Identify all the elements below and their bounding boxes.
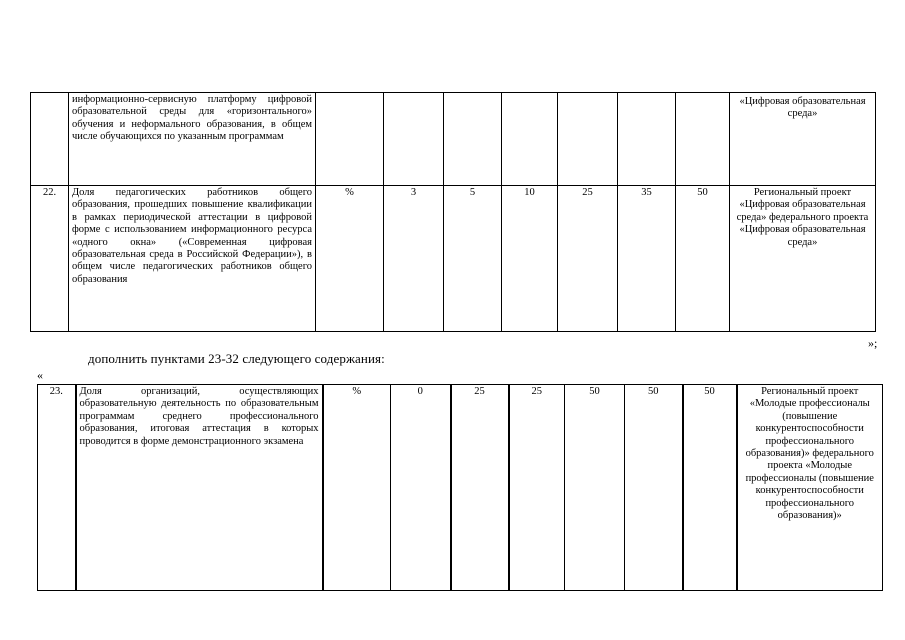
table-row <box>38 385 883 591</box>
project-cell: Региональный проект «Цифровая образовательная среда» федерального проекта «Цифровая образовательная среда» <box>730 186 876 332</box>
row-number: 22. <box>31 186 69 332</box>
value-cell: 25 <box>451 385 509 591</box>
value-cell <box>618 93 676 186</box>
indicator-description: Доля организаций, осуществляющих образовательную деятельность по образовательным программам среднего профессионального образования, итоговая аттестация в которых проводится в форме демонстрационного экзамена <box>76 385 323 591</box>
table-row <box>31 93 876 186</box>
row-number: 23. <box>38 385 76 591</box>
row-number <box>31 93 69 186</box>
value-cell: 50 <box>676 186 730 332</box>
project-cell: Региональный проект «Молодые профессионалы (повышение конкурентоспособности профессионального образования)» федерального проекта «Молодые профессионалы (повышение конкурентоспособности профессионального образования)» <box>737 385 883 591</box>
closing-quote-mark: »; <box>868 336 878 350</box>
unit-cell: % <box>323 385 391 591</box>
value-cell: 50 <box>683 385 737 591</box>
unit-cell: % <box>316 186 384 332</box>
value-cell <box>676 93 730 186</box>
value-cell: 25 <box>509 385 565 591</box>
value-cell: 35 <box>618 186 676 332</box>
value-cell <box>558 93 618 186</box>
value-cell: 50 <box>625 385 683 591</box>
indicators-table-continued <box>30 92 876 332</box>
value-cell <box>384 93 444 186</box>
value-cell: 5 <box>444 186 502 332</box>
value-cell <box>502 93 558 186</box>
opening-quote-mark: « <box>37 368 43 382</box>
indicators-table-added <box>37 384 883 591</box>
value-cell: 10 <box>502 186 558 332</box>
project-cell: «Цифровая образовательная среда» <box>730 93 876 186</box>
indicator-description: Доля педагогических работников общего образования, прошедших повышение квалификации в рамках периодической аттестации в цифровой форме с использованием информационного ресурса «одного окна» («Современная цифровая образовательная среда в Российской Федерации»), в общем числе педагогических работников общего образования <box>69 186 316 332</box>
value-cell: 0 <box>391 385 451 591</box>
value-cell: 50 <box>565 385 625 591</box>
value-cell: 25 <box>558 186 618 332</box>
instruction-paragraph: дополнить пунктами 23-32 следующего содержания: <box>88 351 385 366</box>
table-row <box>31 186 876 332</box>
indicator-description: информационно-сервисную платформу цифровой образовательной среды для «горизонтального» обучения и неформального образования, в общем числе обучающихся по указанным программам <box>69 93 316 186</box>
value-cell: 3 <box>384 186 444 332</box>
value-cell <box>444 93 502 186</box>
unit-cell <box>316 93 384 186</box>
